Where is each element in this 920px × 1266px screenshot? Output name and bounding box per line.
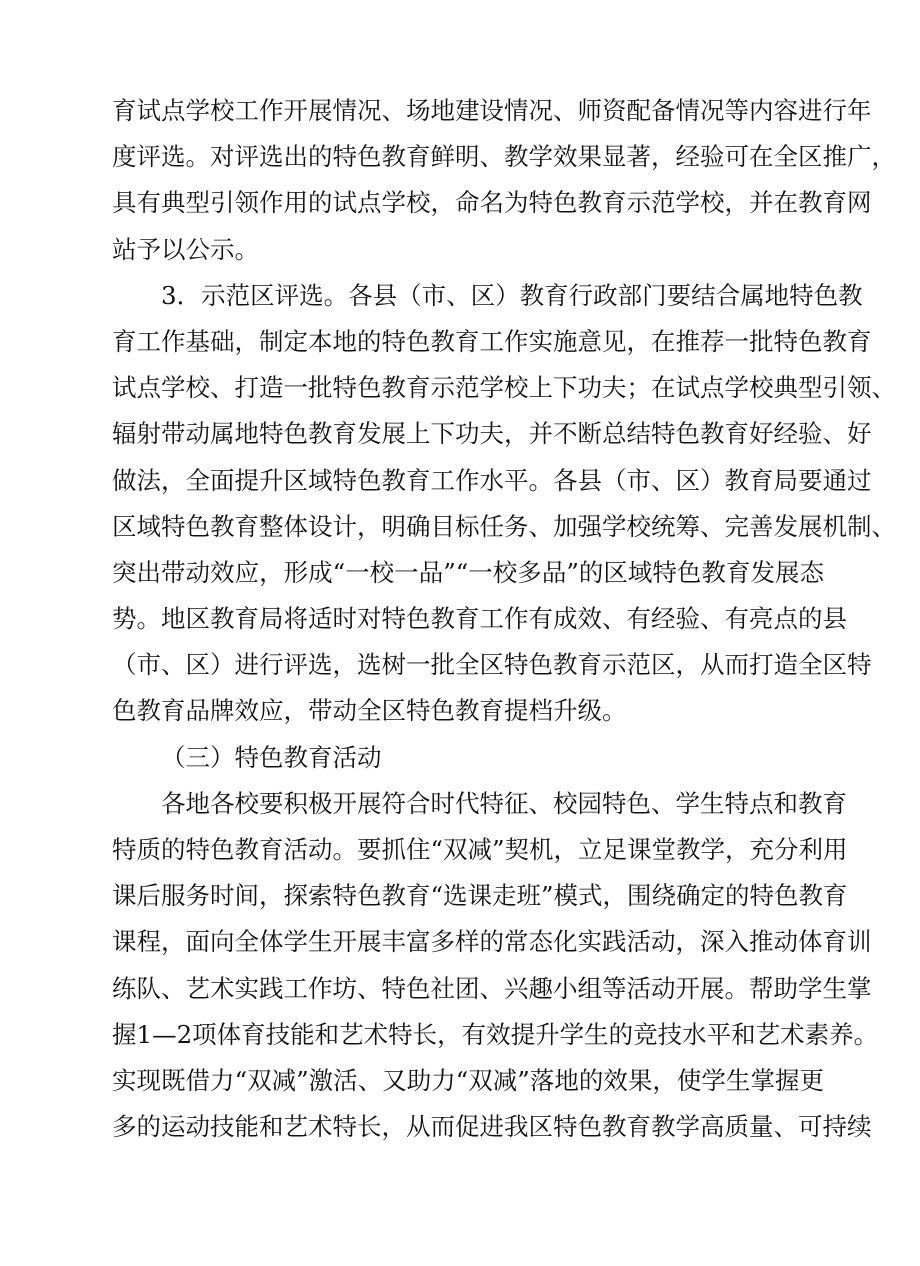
text-line: 辐射带动属地特色教育发展上下功夫，并不断总结特色教育好经验、好 [112, 419, 872, 449]
paragraph-pilot-school-evaluation [112, 88, 896, 273]
text-line: （市、区）进行评选，选树一批全区特色教育示范区，从而打造全区特 [112, 650, 872, 680]
text-line: 课程，面向全体学生开展丰富多样的常态化实践活动，深入推动体育训 [112, 927, 872, 957]
section-heading [112, 735, 824, 781]
text-line: 多的运动技能和艺术特长，从而促进我区特色教育教学高质量、可持续 [112, 1112, 872, 1142]
text-line: 突出带动效应，形成“一校一品”“一校多品”的区域特色教育发展态 [112, 557, 824, 587]
text-line: 试点学校、打造一批特色教育示范学校上下功夫；在试点学校典型引领、 [112, 373, 896, 403]
text-line: 3．示范区评选。各县（市、区）教育行政部门要结合属地特色教 [161, 280, 863, 310]
section-heading-text: （三）特色教育活动 [161, 742, 382, 772]
text-line: 做法，全面提升区域特色教育工作水平。各县（市、区）教育局要通过 [112, 465, 872, 495]
text-line: 势。地区教育局将适时对特色教育工作有成效、有经验、有亮点的县 [112, 604, 847, 634]
text-line: 特质的特色教育活动。要抓住“双减”契机，立足课堂教学，充分利用 [112, 835, 848, 864]
text-line: 度评选。对评选出的特色教育鲜明、教学效果显著，经验可在全区推广， [112, 142, 896, 172]
text-line: 站予以公示。 [112, 234, 259, 264]
text-line: 育工作基础，制定本地的特色教育工作实施意见，在推荐一批特色教育 [112, 326, 872, 356]
paragraph-demonstration-zone-evaluation [112, 273, 896, 735]
text-line: 具有典型引领作用的试点学校，命名为特色教育示范学校，并在教育网 [112, 188, 872, 218]
text-line: 练队、艺术实践工作坊、特色社团、兴趣小组等活动开展。帮助学生掌 [112, 973, 872, 1003]
paragraph-special-education-activities [112, 781, 879, 1151]
text-line: 实现既借力“双减”激活、又助力“双减”落地的效果，使学生掌握更 [112, 1065, 824, 1095]
text-line: 区域特色教育整体设计，明确目标任务、加强学校统筹、完善发展机制、 [112, 511, 896, 541]
text-line: 课后服务时间，探索特色教育“选课走班”模式，围绕确定的特色教育 [112, 881, 848, 911]
text-line: 育试点学校工作开展情况、场地建设情况、师资配备情况等内容进行年 [112, 96, 872, 125]
text-line: 各地各校要积极开展符合时代特征、校园特色、学生特点和教育 [161, 788, 847, 818]
text-line: 色教育品牌效应，带动全区特色教育提档升级。 [112, 696, 627, 726]
text-line: 握1—2项体育技能和艺术特长，有效提升学生的竞技水平和艺术素养。 [112, 1019, 879, 1049]
document-body [112, 88, 896, 1150]
